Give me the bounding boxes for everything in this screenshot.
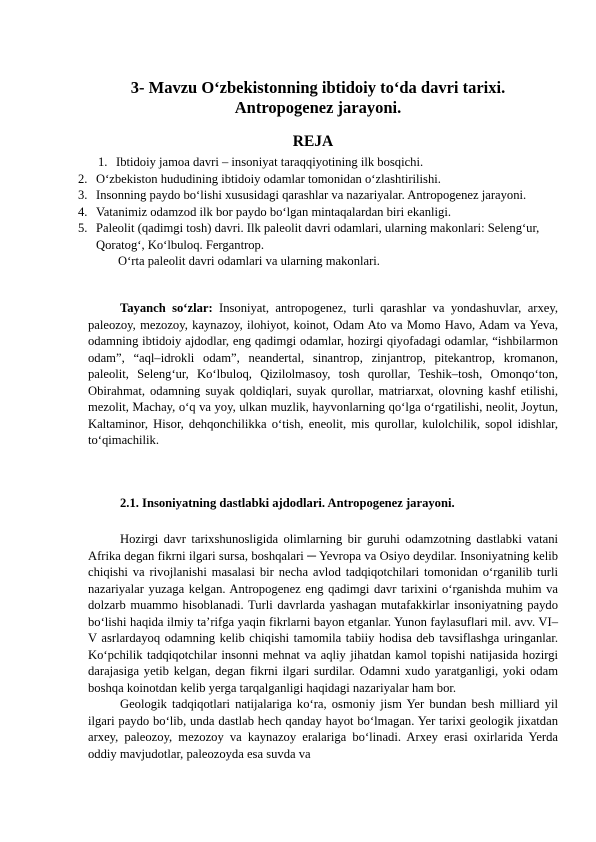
plan-heading: REJA (292, 133, 334, 150)
section-heading: 2.1. Insoniyatning dastlabki ajdodlari. Antropogenez jarayoni. (120, 496, 455, 510)
plan-item-number: 1. (98, 155, 108, 169)
plan-item (78, 187, 558, 204)
keywords-label: Tayanch so‘zlar: (120, 301, 213, 315)
plan-list (78, 154, 558, 270)
plan-item-text: Paleolit (qadimgi tosh) davri. Ilk paleolit davri odamlari, ularning makonlari: Seleng‘ur, Qoratog‘, Ko‘lbuloq. Fergantrop. (96, 221, 540, 252)
keywords-text: Insoniyat, antropogenez, turli qarashlar va yondashuvlar, arxey, paleozoy, mezozoy, kaynazoy, ilohiyot, koinot, Odam Ato va Momo Havo, Adam va Yeva, odamning ibtidoiy ajdodlar, eng qadimgi odamlar, hozirgi qiyofadagi odamlar, “ishbilarmon odam”, “aql–idrokli odam”, neandertal, sinantrop, zinjantrop, pitekantrop, kromanon, paleolit, Seleng‘ur, Ko‘lbuloq, Qizilolmasoy, tosh qurollar, Teshik–tosh, Omonqo‘ton, Obirahmat, odamning suyak qoldiqlari, suyak qurollar, matriarxat, olovning kashf etilishi, mezolit, Machay, o‘q va yoy, ulkan muzlik, hayvonlarning qo‘lga o‘rgatilishi, neolit, Joytun, Kaltaminor, Hisor, dehqonchilikka o‘tish, eneolit, mis qurollar, kulolchilik, sopol idishlar, to‘qimachilik. (88, 301, 558, 447)
body-paragraph: Hozirgi davr tarixshunosligida olimlarning bir guruhi odamzotning dastlabki vatani Afrika degan fikrni ilgari sursa, boshqalari ─ Yevropa va Osiyo deydilar. Insoniyatning kelib chiqishi va rivojlanishi masalasi bir necha avlod tadqiqotchilari tomonidan o‘rganilib turli nazariyalar yuzaga kelgan. Antropogenez eng qadimgi davr tarixini o‘rganishda muhim va dolzarb muammo hisoblanadi. Turli davrlarda yashagan mutafakkirlar insoniyatning paydo bo‘lishi haqida ilmiy ta’rifga yaqin fikrlarni bayon etganlar. Yunon faylasuflari mil. avv. VI–V asrlardayoq odamning kelib chiqishi tamomila tabiiy hodisa deb tavsiflashga uringanlar. Ko‘pchilik tadqiqotchilar insonni mehnat va aqliy jihatdan kamol topishi natijasida hozirgi darajasiga yetib kelgan, degan fikrni ilgari surdilar. Odamni xudo yaratganligi, yoki odam boshqa koinotdan kelib yerga tarqalganligi haqidagi nazariyalar ham bor. (88, 532, 558, 695)
body-paragraph: Geologik tadqiqotlari natijalariga ko‘ra, osmoniy jism Yer bundan besh milliard yil ilgari paydo bo‘lib, unda dastlab hech qanday hayot bo‘lmagan. Yer tarixi geologik jixatdan arxey, paleozoy, mezozoy va kaynazoy eralariga bo‘linadi. Arxey erasi oxirlarida Yerda oddiy mavjudotlar, paleozoyda esa suvda va (88, 697, 558, 761)
section-body (88, 531, 558, 762)
title-line-2: Antropogenez jarayoni. (234, 98, 402, 117)
plan-item-text: O‘zbekiston hududining ibtidoiy odamlar tomonidan o‘zlashtirilishi. (96, 171, 441, 186)
plan-item (78, 154, 558, 171)
plan-item-number: 4. (78, 204, 88, 219)
plan-item (78, 171, 558, 188)
plan-item-number: 5. (78, 221, 88, 235)
plan-item-number: 2. (78, 171, 88, 186)
keywords-paragraph (88, 300, 558, 449)
plan-item-text: Vatanimiz odamzod ilk bor paydo bo‘lgan mintaqalardan biri ekanligi. (96, 204, 451, 219)
page-title (88, 78, 548, 118)
plan-item (78, 220, 558, 253)
plan-continuation: O‘rta paleolit davri odamlari va ularning makonlari. (118, 254, 380, 268)
plan-item (78, 204, 558, 221)
title-line-1: 3- Mavzu O‘zbekistonning ibtidoiy to‘da davri tarixi. (130, 78, 506, 97)
plan-item-text: Ibtidoiy jamoa davri – insoniyat taraqqiyotining ilk bosqichi. (116, 155, 424, 169)
plan-item-text: Insonning paydo bo‘lishi xususidagi qarashlar va nazariyalar. Antropogenez jarayoni. (96, 188, 527, 202)
keywords-block (88, 300, 558, 449)
plan-item-number: 3. (78, 188, 88, 202)
